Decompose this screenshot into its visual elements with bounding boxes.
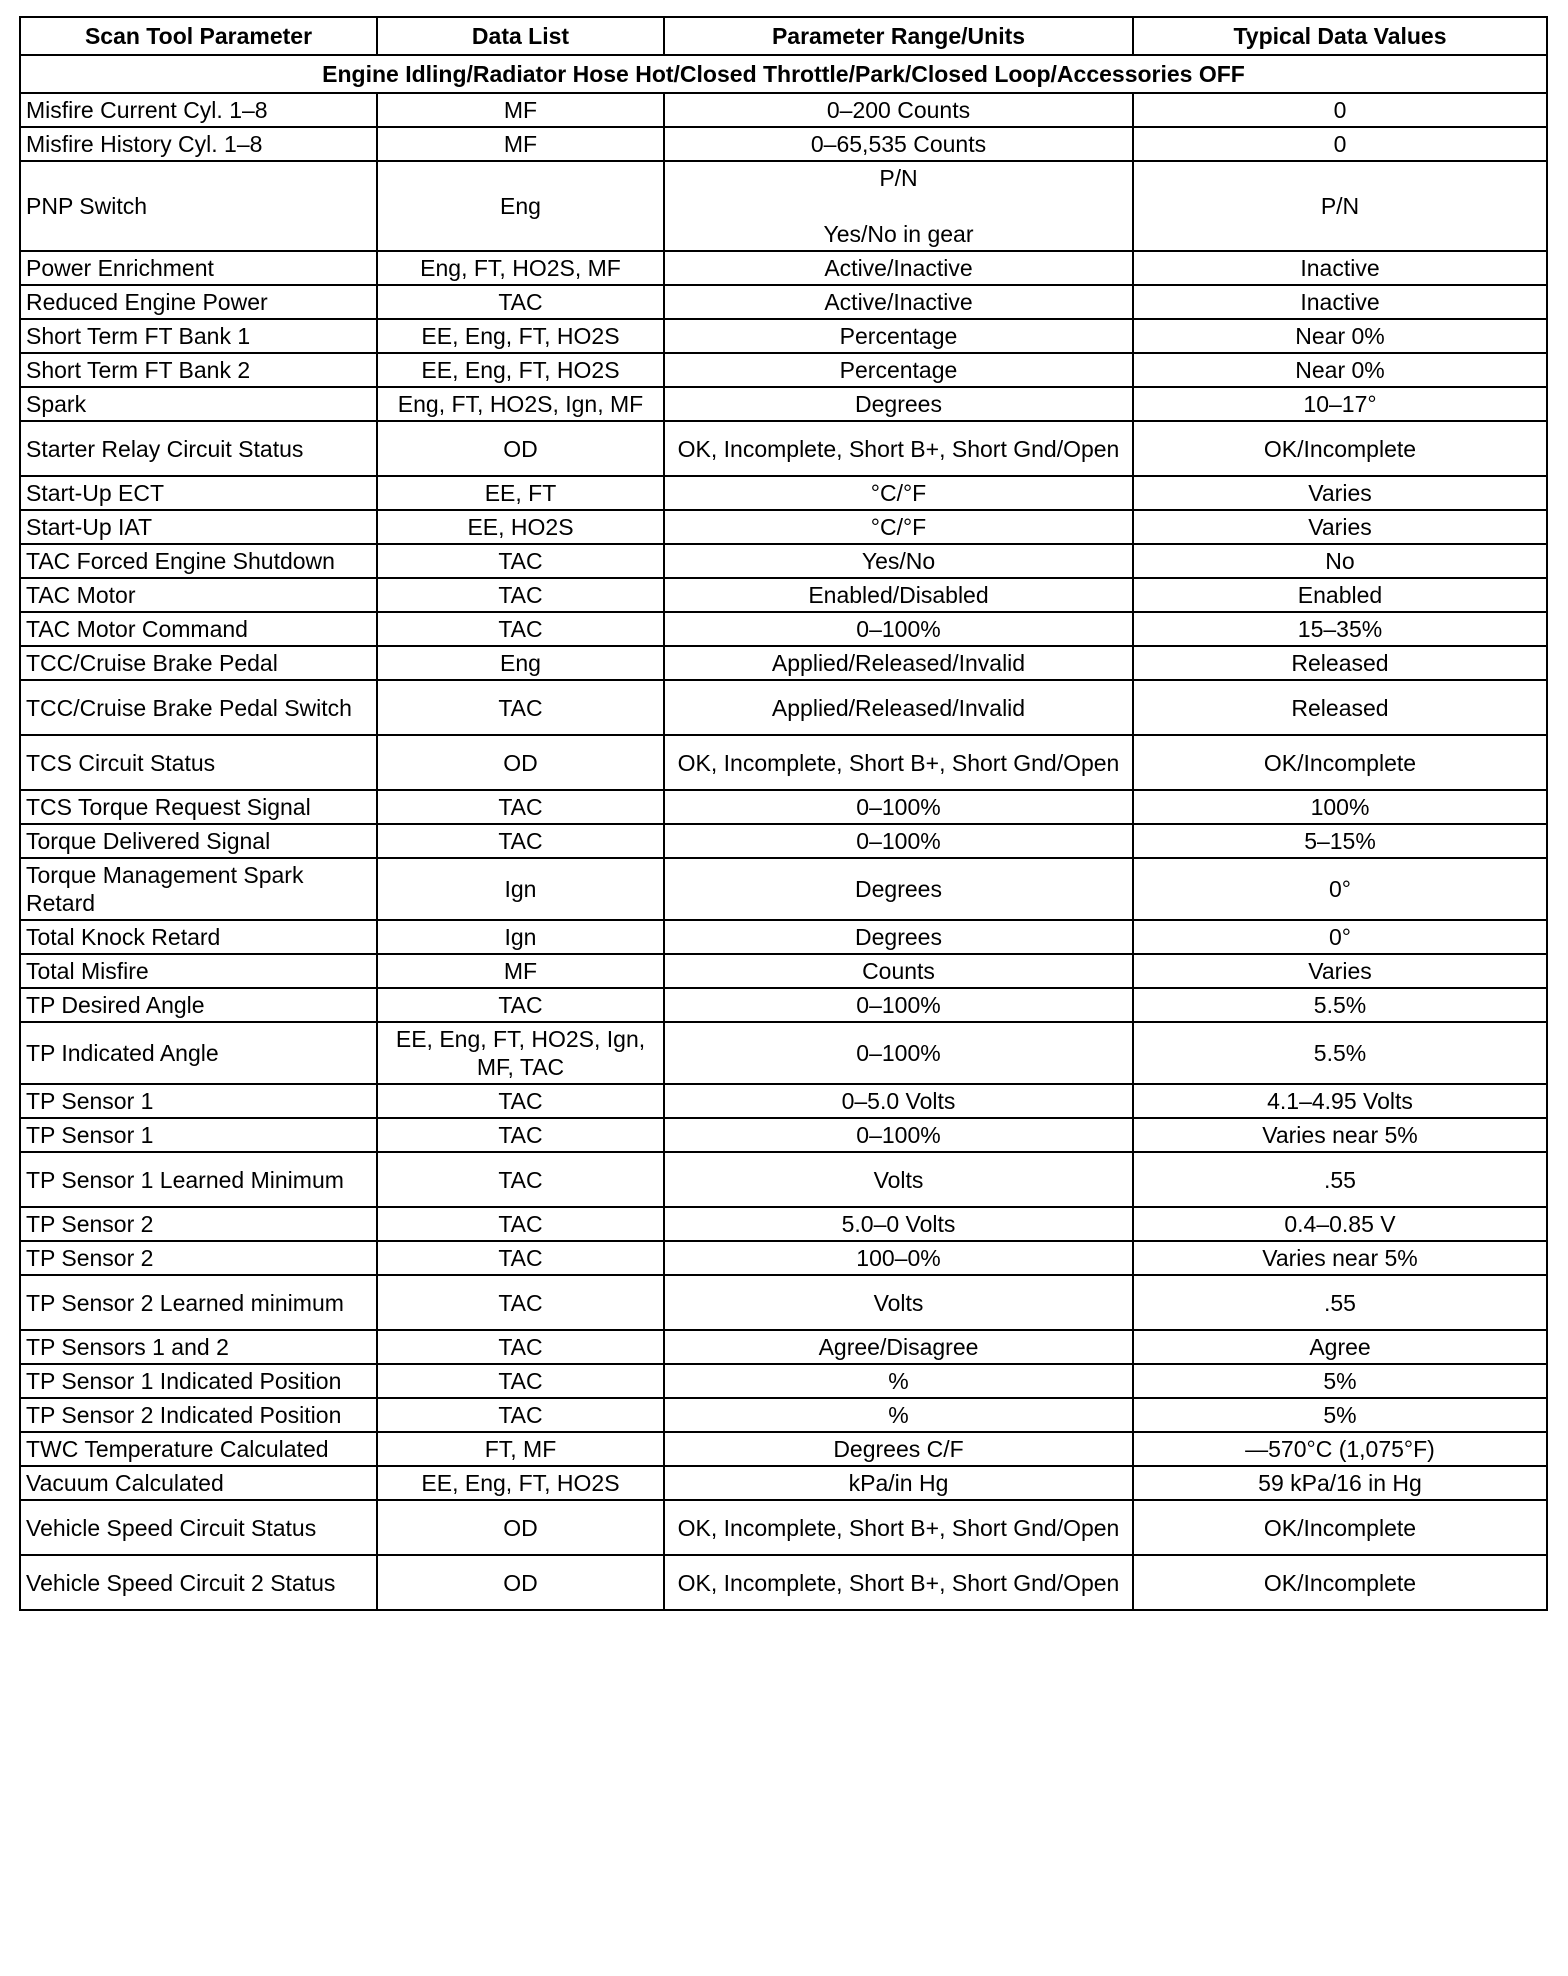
section-row — [20, 55, 1547, 93]
cell-range: Volts — [664, 1275, 1133, 1330]
table-row — [20, 1022, 1547, 1084]
cell-parameter: Short Term FT Bank 1 — [20, 319, 377, 353]
cell-parameter: TP Sensor 2 Learned minimum — [20, 1275, 377, 1330]
cell-data-list: TAC — [377, 1330, 664, 1364]
table-row — [20, 510, 1547, 544]
table-row — [20, 920, 1547, 954]
cell-data-list: Ign — [377, 858, 664, 920]
table-row — [20, 612, 1547, 646]
cell-data-list: TAC — [377, 612, 664, 646]
table-row — [20, 680, 1547, 735]
cell-range: Percentage — [664, 319, 1133, 353]
cell-typical: 5–15% — [1133, 824, 1547, 858]
cell-parameter: TP Sensor 2 — [20, 1241, 377, 1275]
cell-parameter: Misfire Current Cyl. 1–8 — [20, 93, 377, 127]
cell-range: 100–0% — [664, 1241, 1133, 1275]
cell-range: 0–100% — [664, 988, 1133, 1022]
table-row — [20, 285, 1547, 319]
table-row — [20, 353, 1547, 387]
scan-tool-data-table — [19, 16, 1548, 1611]
cell-data-list: TAC — [377, 1118, 664, 1152]
cell-parameter: TAC Motor Command — [20, 612, 377, 646]
cell-range: OK, Incomplete, Short B+, Short Gnd/Open — [664, 421, 1133, 476]
cell-data-list: TAC — [377, 1084, 664, 1118]
cell-range: Volts — [664, 1152, 1133, 1207]
header-row — [20, 17, 1547, 55]
cell-range: Degrees — [664, 858, 1133, 920]
cell-parameter: TP Indicated Angle — [20, 1022, 377, 1084]
cell-data-list: TAC — [377, 1152, 664, 1207]
table-row — [20, 1152, 1547, 1207]
cell-typical: Varies — [1133, 476, 1547, 510]
table-row — [20, 988, 1547, 1022]
cell-range: Yes/No — [664, 544, 1133, 578]
cell-typical: OK/Incomplete — [1133, 1555, 1547, 1610]
table-row — [20, 824, 1547, 858]
cell-range: Degrees — [664, 920, 1133, 954]
cell-range: kPa/in Hg — [664, 1466, 1133, 1500]
cell-typical: 0 — [1133, 127, 1547, 161]
cell-parameter: Spark — [20, 387, 377, 421]
table-row — [20, 1330, 1547, 1364]
cell-typical: 0.4–0.85 V — [1133, 1207, 1547, 1241]
cell-data-list: TAC — [377, 285, 664, 319]
cell-parameter: Start-Up ECT — [20, 476, 377, 510]
table-row — [20, 93, 1547, 127]
cell-data-list: TAC — [377, 988, 664, 1022]
cell-typical: Varies — [1133, 954, 1547, 988]
cell-range: OK, Incomplete, Short B+, Short Gnd/Open — [664, 1555, 1133, 1610]
cell-typical: 5.5% — [1133, 988, 1547, 1022]
cell-range: OK, Incomplete, Short B+, Short Gnd/Open — [664, 735, 1133, 790]
cell-data-list: Eng, FT, HO2S, Ign, MF — [377, 387, 664, 421]
cell-data-list: FT, MF — [377, 1432, 664, 1466]
table-row — [20, 1500, 1547, 1555]
table-row — [20, 387, 1547, 421]
cell-typical: .55 — [1133, 1152, 1547, 1207]
cell-range: 5.0–0 Volts — [664, 1207, 1133, 1241]
cell-range: 0–5.0 Volts — [664, 1084, 1133, 1118]
cell-parameter: Starter Relay Circuit Status — [20, 421, 377, 476]
table-row — [20, 1275, 1547, 1330]
cell-typical: 0° — [1133, 858, 1547, 920]
header-scan-tool-parameter: Scan Tool Parameter — [20, 17, 377, 55]
cell-range: °C/°F — [664, 476, 1133, 510]
cell-typical: Varies near 5% — [1133, 1118, 1547, 1152]
cell-parameter: Reduced Engine Power — [20, 285, 377, 319]
cell-data-list: OD — [377, 421, 664, 476]
cell-range: OK, Incomplete, Short B+, Short Gnd/Open — [664, 1500, 1133, 1555]
cell-data-list: Ign — [377, 920, 664, 954]
table-row — [20, 790, 1547, 824]
cell-parameter: TCS Circuit Status — [20, 735, 377, 790]
cell-range: P/N Yes/No in gear — [664, 161, 1133, 251]
cell-typical: 15–35% — [1133, 612, 1547, 646]
cell-parameter: TP Sensor 2 Indicated Position — [20, 1398, 377, 1432]
cell-parameter: TCC/Cruise Brake Pedal Switch — [20, 680, 377, 735]
cell-parameter: PNP Switch — [20, 161, 377, 251]
cell-range: Active/Inactive — [664, 285, 1133, 319]
cell-typical: OK/Incomplete — [1133, 735, 1547, 790]
cell-parameter: Vehicle Speed Circuit 2 Status — [20, 1555, 377, 1610]
cell-data-list: EE, Eng, FT, HO2S — [377, 1466, 664, 1500]
cell-parameter: TP Sensor 1 Learned Minimum — [20, 1152, 377, 1207]
cell-range: Percentage — [664, 353, 1133, 387]
cell-typical: Released — [1133, 646, 1547, 680]
cell-parameter: Torque Delivered Signal — [20, 824, 377, 858]
cell-data-list: TAC — [377, 1241, 664, 1275]
cell-typical: 4.1–4.95 Volts — [1133, 1084, 1547, 1118]
cell-data-list: OD — [377, 1555, 664, 1610]
cell-data-list: EE, Eng, FT, HO2S — [377, 319, 664, 353]
cell-data-list: TAC — [377, 1275, 664, 1330]
table-row — [20, 161, 1547, 251]
cell-parameter: Start-Up IAT — [20, 510, 377, 544]
cell-data-list: MF — [377, 954, 664, 988]
table-row — [20, 646, 1547, 680]
cell-typical: Released — [1133, 680, 1547, 735]
cell-data-list: EE, HO2S — [377, 510, 664, 544]
cell-typical: 100% — [1133, 790, 1547, 824]
cell-typical: Inactive — [1133, 285, 1547, 319]
cell-range: 0–100% — [664, 1022, 1133, 1084]
table-row — [20, 1118, 1547, 1152]
table-row — [20, 578, 1547, 612]
cell-range: 0–200 Counts — [664, 93, 1133, 127]
cell-typical: No — [1133, 544, 1547, 578]
cell-typical: 59 kPa/16 in Hg — [1133, 1466, 1547, 1500]
section-title: Engine Idling/Radiator Hose Hot/Closed Throttle/Park/Closed Loop/Accessories OFF — [20, 55, 1547, 93]
cell-data-list: MF — [377, 127, 664, 161]
cell-parameter: TAC Motor — [20, 578, 377, 612]
table-row — [20, 1241, 1547, 1275]
cell-parameter: Misfire History Cyl. 1–8 — [20, 127, 377, 161]
table-row — [20, 858, 1547, 920]
cell-range: Applied/Released/Invalid — [664, 646, 1133, 680]
cell-typical: Enabled — [1133, 578, 1547, 612]
cell-data-list: TAC — [377, 680, 664, 735]
cell-parameter: TP Sensor 2 — [20, 1207, 377, 1241]
cell-typical: Varies near 5% — [1133, 1241, 1547, 1275]
cell-parameter: TCC/Cruise Brake Pedal — [20, 646, 377, 680]
cell-data-list: Eng — [377, 161, 664, 251]
cell-typical: Inactive — [1133, 251, 1547, 285]
cell-range: 0–100% — [664, 824, 1133, 858]
cell-data-list: Eng, FT, HO2S, MF — [377, 251, 664, 285]
table-row — [20, 1084, 1547, 1118]
cell-typical: 5% — [1133, 1364, 1547, 1398]
cell-typical: Near 0% — [1133, 353, 1547, 387]
cell-data-list: Eng — [377, 646, 664, 680]
table-row — [20, 735, 1547, 790]
cell-data-list: EE, Eng, FT, HO2S, Ign, MF, TAC — [377, 1022, 664, 1084]
table-row — [20, 251, 1547, 285]
table-row — [20, 1398, 1547, 1432]
cell-typical: 0 — [1133, 93, 1547, 127]
cell-data-list: TAC — [377, 1207, 664, 1241]
cell-parameter: TWC Temperature Calculated — [20, 1432, 377, 1466]
cell-parameter: Total Misfire — [20, 954, 377, 988]
table-row — [20, 127, 1547, 161]
cell-typical: .55 — [1133, 1275, 1547, 1330]
cell-data-list: EE, Eng, FT, HO2S — [377, 353, 664, 387]
table-row — [20, 319, 1547, 353]
header-parameter-range-units: Parameter Range/Units — [664, 17, 1133, 55]
cell-data-list: TAC — [377, 1398, 664, 1432]
header-data-list: Data List — [377, 17, 664, 55]
cell-parameter: TP Sensor 1 — [20, 1118, 377, 1152]
cell-range: Agree/Disagree — [664, 1330, 1133, 1364]
cell-data-list: TAC — [377, 578, 664, 612]
cell-range: % — [664, 1398, 1133, 1432]
cell-data-list: TAC — [377, 790, 664, 824]
cell-parameter: TP Sensors 1 and 2 — [20, 1330, 377, 1364]
table-row — [20, 1364, 1547, 1398]
cell-parameter: Vacuum Calculated — [20, 1466, 377, 1500]
cell-range: 0–100% — [664, 790, 1133, 824]
cell-parameter: Vehicle Speed Circuit Status — [20, 1500, 377, 1555]
cell-data-list: EE, FT — [377, 476, 664, 510]
cell-range: Degrees C/F — [664, 1432, 1133, 1466]
cell-data-list: MF — [377, 93, 664, 127]
cell-range: 0–100% — [664, 1118, 1133, 1152]
cell-typical: 5.5% — [1133, 1022, 1547, 1084]
table-row — [20, 544, 1547, 578]
cell-typical: 5% — [1133, 1398, 1547, 1432]
cell-range: Degrees — [664, 387, 1133, 421]
cell-typical: 0° — [1133, 920, 1547, 954]
cell-parameter: TAC Forced Engine Shutdown — [20, 544, 377, 578]
table-row — [20, 421, 1547, 476]
cell-typical: P/N — [1133, 161, 1547, 251]
cell-range: % — [664, 1364, 1133, 1398]
cell-range: °C/°F — [664, 510, 1133, 544]
cell-typical: 10–17° — [1133, 387, 1547, 421]
cell-typical: OK/Incomplete — [1133, 1500, 1547, 1555]
cell-range: Counts — [664, 954, 1133, 988]
cell-data-list: OD — [377, 1500, 664, 1555]
table-row — [20, 1432, 1547, 1466]
table-row — [20, 1555, 1547, 1610]
cell-parameter: Total Knock Retard — [20, 920, 377, 954]
cell-range: Enabled/Disabled — [664, 578, 1133, 612]
cell-typical: Near 0% — [1133, 319, 1547, 353]
table-row — [20, 1466, 1547, 1500]
cell-typical: Varies — [1133, 510, 1547, 544]
cell-data-list: OD — [377, 735, 664, 790]
cell-parameter: TP Desired Angle — [20, 988, 377, 1022]
table-row — [20, 954, 1547, 988]
table-row — [20, 1207, 1547, 1241]
table-row — [20, 476, 1547, 510]
cell-parameter: Power Enrichment — [20, 251, 377, 285]
cell-data-list: TAC — [377, 824, 664, 858]
cell-parameter: TP Sensor 1 Indicated Position — [20, 1364, 377, 1398]
cell-parameter: TP Sensor 1 — [20, 1084, 377, 1118]
cell-typical: Agree — [1133, 1330, 1547, 1364]
cell-range: 0–100% — [664, 612, 1133, 646]
cell-range: Applied/Released/Invalid — [664, 680, 1133, 735]
cell-range: Active/Inactive — [664, 251, 1133, 285]
cell-range: 0–65,535 Counts — [664, 127, 1133, 161]
cell-parameter: Short Term FT Bank 2 — [20, 353, 377, 387]
cell-data-list: TAC — [377, 544, 664, 578]
cell-typical: OK/Incomplete — [1133, 421, 1547, 476]
cell-parameter: Torque Management Spark Retard — [20, 858, 377, 920]
cell-data-list: TAC — [377, 1364, 664, 1398]
header-typical-data-values: Typical Data Values — [1133, 17, 1547, 55]
cell-parameter: TCS Torque Request Signal — [20, 790, 377, 824]
cell-typical: —570°C (1,075°F) — [1133, 1432, 1547, 1466]
